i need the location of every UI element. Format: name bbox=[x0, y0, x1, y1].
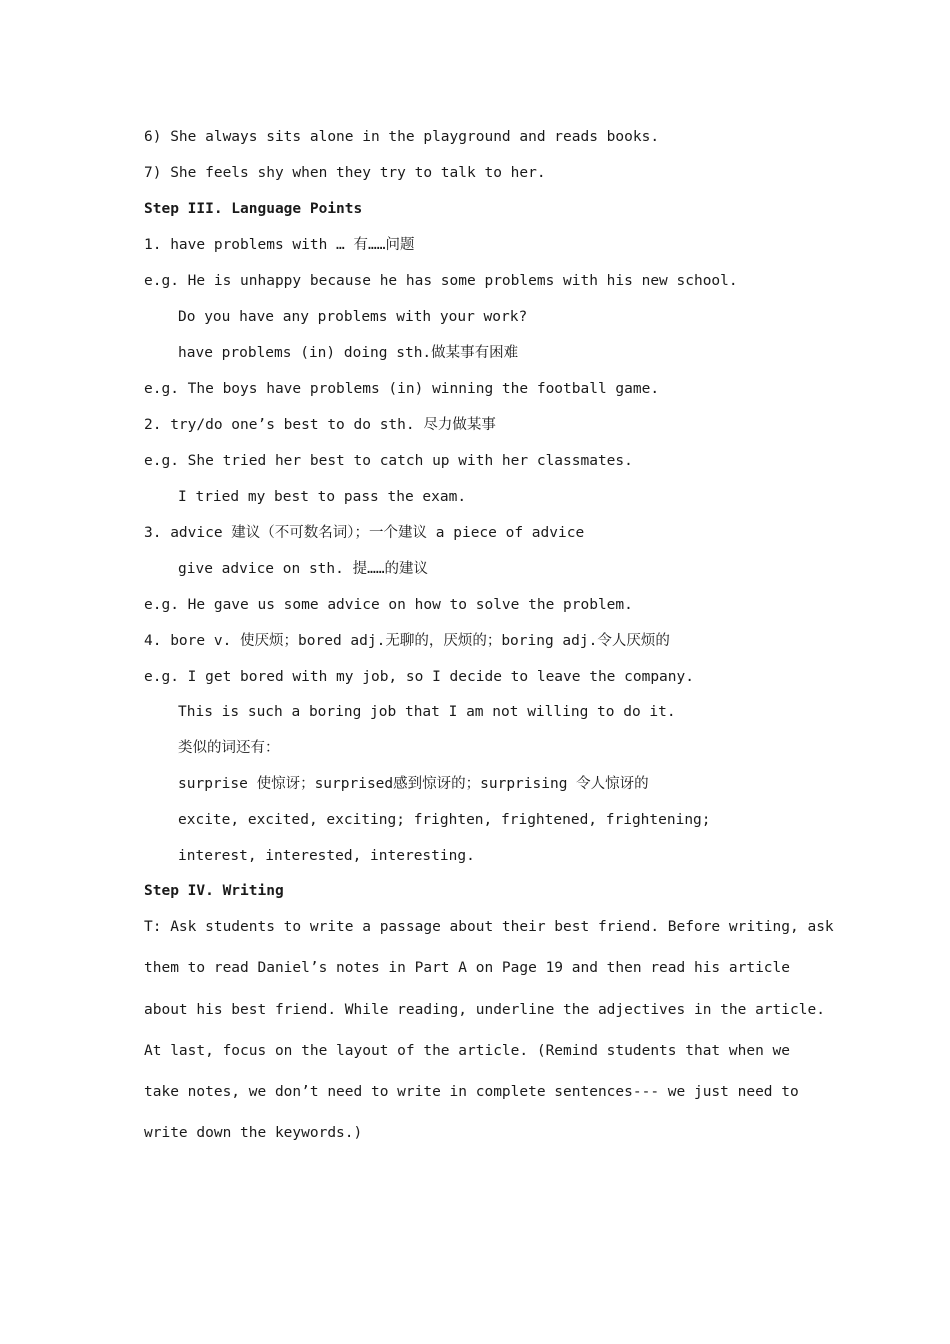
text-line: This is such a boring job that I am not willing to do it. bbox=[178, 704, 676, 720]
text-line: e.g. She tried her best to catch up with her classmates. bbox=[144, 453, 633, 469]
text-line: e.g. He is unhappy because he has some problems with his new school. bbox=[144, 273, 738, 289]
text-line: e.g. He gave us some advice on how to solve the problem. bbox=[144, 597, 633, 613]
text-line: excite, excited, exciting; frighten, frightened, frightening; bbox=[178, 812, 711, 828]
text-line: Do you have any problems with your work? bbox=[178, 309, 528, 325]
section-heading: Step IV. Writing bbox=[144, 883, 284, 899]
text-line: 4. bore v. 使厌烦；bored adj.无聊的，厌烦的；boring adj.令人厌烦的 bbox=[144, 633, 670, 649]
text-line: 6) She always sits alone in the playground and reads books. bbox=[144, 129, 660, 145]
text-line: e.g. I get bored with my job, so I decide to leave the company. bbox=[144, 669, 694, 685]
text-line: them to read Daniel’s notes in Part A on Page 19 and then read his article bbox=[144, 960, 791, 976]
text-line: e.g. The boys have problems (in) winning the football game. bbox=[144, 381, 660, 397]
text-line: 3. advice 建议（不可数名词）；一个建议 a piece of advice bbox=[144, 525, 585, 541]
text-line: 1. have problems with … 有……问题 bbox=[144, 237, 415, 253]
text-line: have problems (in) doing sth.做某事有困难 bbox=[178, 345, 519, 361]
text-line: surprise 使惊讶；surprised感到惊讶的；surprising 令人惊讶的 bbox=[178, 776, 649, 792]
text-line: T: Ask students to write a passage about their best friend. Before writing, ask bbox=[144, 919, 834, 935]
text-line: 类似的词还有： bbox=[178, 740, 280, 756]
text-line: At last, focus on the layout of the article. (Remind students that when we bbox=[144, 1043, 791, 1059]
text-line: write down the keywords.) bbox=[144, 1125, 363, 1141]
text-line: give advice on sth. 提……的建议 bbox=[178, 561, 429, 577]
text-line: 7) She feels shy when they try to talk to her. bbox=[144, 165, 546, 181]
text-line: interest, interested, interesting. bbox=[178, 848, 475, 864]
text-line: I tried my best to pass the exam. bbox=[178, 489, 467, 505]
section-heading: Step III. Language Points bbox=[144, 201, 363, 217]
text-line: take notes, we don’t need to write in complete sentences--- we just need to bbox=[144, 1084, 799, 1100]
text-line: 2. try/do one’s best to do sth. 尽力做某事 bbox=[144, 417, 496, 433]
text-line: about his best friend. While reading, underline the adjectives in the article. bbox=[144, 1002, 825, 1018]
